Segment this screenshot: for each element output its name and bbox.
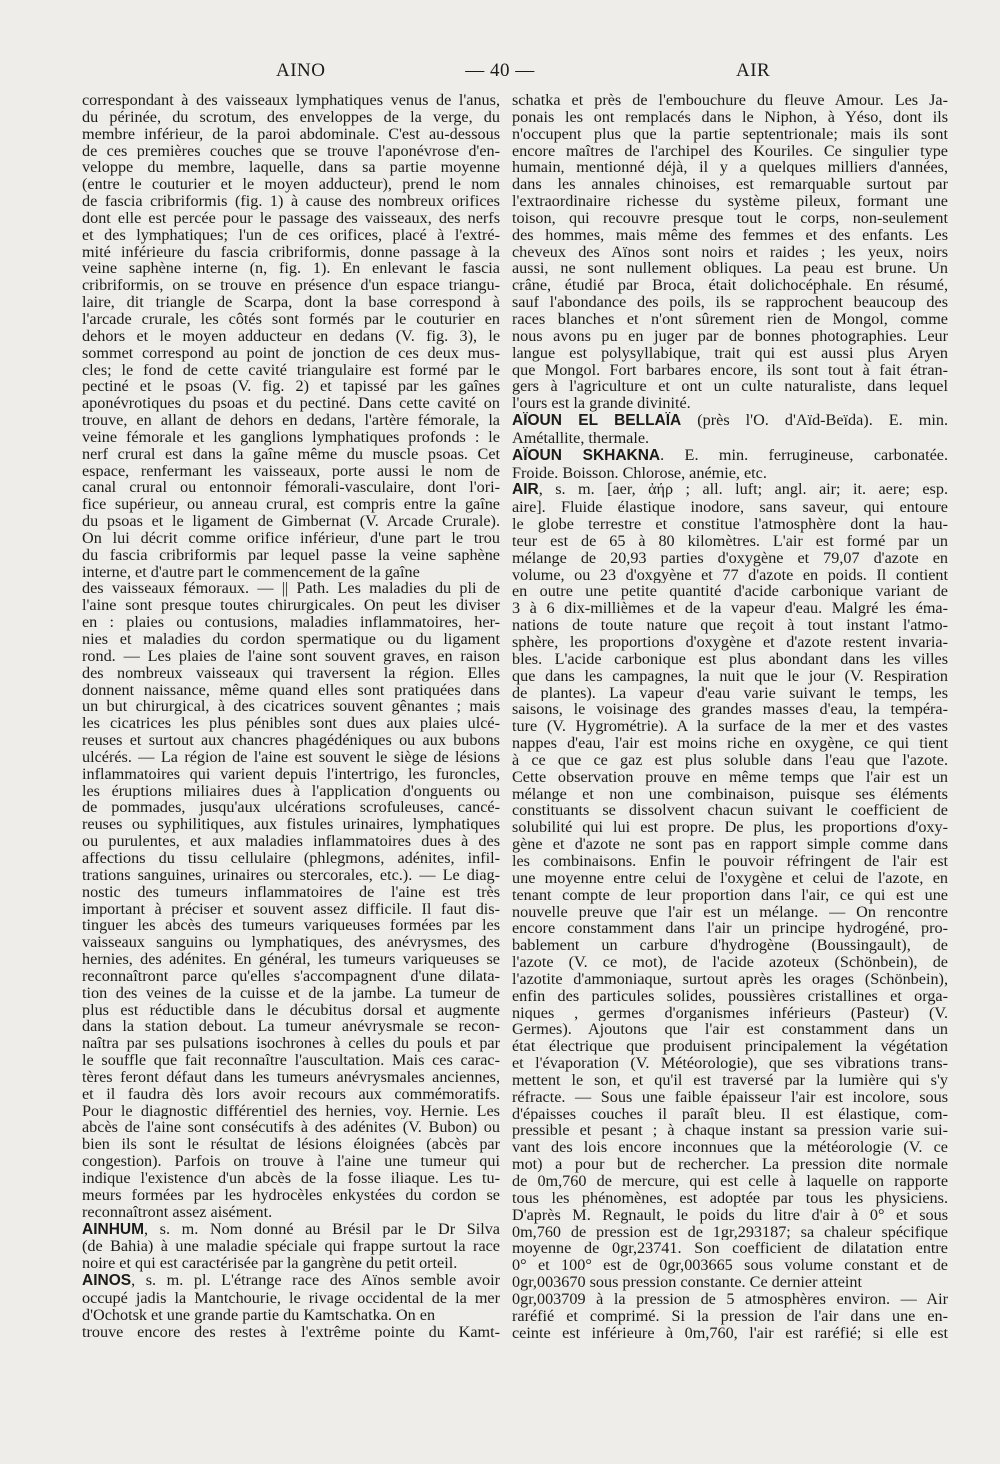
text-line: AÏOUN SKHAKNA. E. min. ferrugineuse, carbonatée. <box>512 446 948 464</box>
text-line: Amétallite, thermale. <box>512 429 650 447</box>
text-line: 3 à 6 dix-millièmes et de la vapeur d'eau. Malgré les éma- <box>512 600 948 618</box>
entry-headword: AINOS <box>82 1272 132 1290</box>
text-line: de 0m,760 de mercure, qui est celle à laquelle on rapporte <box>512 1173 948 1190</box>
text-line: laire, dit triangle de Scarpa, dont la base correspond à <box>82 294 500 311</box>
text-line: ture (V. Hygrométrie). A la surface de la mer et des vastes <box>512 718 948 736</box>
text-line: les combinaisons. Enfin le pouvoir réfringent de l'air est <box>512 852 948 870</box>
text-line: tion des veines de la cuisse et de la jambe. La tumeur de <box>82 984 500 1002</box>
text-line: inflammatoires qui varient depuis l'intertrigo, les furoncles, <box>82 765 500 783</box>
text-line: cles; le fond de cette cavité triangulaire est formé par le <box>82 361 500 379</box>
text-line: aussi, ne sont nullement obliques. La peau est brune. Un <box>512 260 948 278</box>
text-line: cribriformis, on se trouve en présence d'un espace triangu- <box>82 277 500 295</box>
text-line: et l'évaporation (V. Météorologie), que ses vibrations trans- <box>512 1055 948 1072</box>
text-line: ponais les ont remplacés dans le Niphon, à Yéso, dont ils <box>512 108 948 126</box>
text-line: le globe terrestre et constitue l'atmosphère dont la hau- <box>512 516 948 533</box>
text-line: du fascia cribriformis par lequel passe la veine saphène <box>82 546 500 564</box>
text-line: nies et maladies du cordon spermatique ou du ligament <box>82 631 500 648</box>
text-line: On lui décrit comme orifice inférieur, d'une part le trou <box>82 529 500 547</box>
text-line: n'occupent plus que la partie septentrionale; mais ils sont <box>512 125 948 143</box>
text-line: un but chirurgical, à des cicatrices souvent gênantes ; mais <box>82 698 500 716</box>
text-line: du périnée, du scrotum, des enveloppes de la verge, du <box>82 108 500 126</box>
text-line: moyenne de 0gr,23741. Son coefficient de dilatation entre <box>512 1240 948 1258</box>
text-line: trations sanguines, urinaires ou stercorales, etc.). — Le diag- <box>82 866 500 884</box>
text-line: donnent naissance, même quand elles sont pratiquées dans <box>82 681 500 699</box>
text-line: canal crural ou entonnoir fémorali-vasculaire, dont l'ori- <box>82 479 500 497</box>
text-line: tous les phénomènes, est adoptée par tous les physiciens. <box>512 1189 948 1207</box>
entry-headword: AÏOUN EL BELLAÏA <box>512 412 682 430</box>
text-line: sphère, les proportions d'oxygène et d'azote restent invaria- <box>512 634 948 651</box>
text-line: à ce que ce gaz est plus soluble dans l'eau que l'azote. <box>512 751 948 769</box>
text-line: sauf l'abondance des poils, ils se rapprochent beaucoup des <box>512 294 948 311</box>
text-line: schatka et près de l'embouchure du fleuve Amour. Les Ja- <box>512 92 948 109</box>
text-line: 0gr,003670 sous pression constante. Ce dernier atteint <box>512 1274 863 1291</box>
text-line: de pommades, jusqu'aux ulcérations scrofuleuses, cancé- <box>82 799 500 817</box>
text-line: correspondant à des vaisseaux lymphatiques venus de l'anus, <box>82 92 500 109</box>
text-line: du psoas et le ligament de Gimbernat (V. Arcade Crurale). <box>82 513 500 530</box>
text-line: Germes). Ajoutons que l'air est constamment dans un <box>512 1021 948 1039</box>
running-head-right: AIR <box>736 60 771 81</box>
text-line: ou purulentes, et aux maladies inflammatoires dues à des <box>82 833 500 850</box>
entry-headword: AIR <box>512 481 539 499</box>
text-line: vaisseaux sanguins ou lymphatiques, des anévrysmes, des <box>82 934 500 952</box>
text-line: gers à l'agriculture et ont un culte naturaliste, dans lequel <box>512 378 948 396</box>
text-line: important à préciser et souvent assez difficile. Il faut dis- <box>82 900 500 918</box>
text-line: reuses ou syphilitiques, aux fistules urinaires, lymphatiques <box>82 816 500 834</box>
text-line: races blanches et n'ont sûrement rien de Mongol, comme <box>512 310 948 328</box>
text-line: ulcérés. — La région de l'aine est souvent le siège de lésions <box>82 748 500 766</box>
text-line: solubilité qui lui est propre. De plus, les proportions d'oxy- <box>512 819 948 837</box>
text-line: occupé jadis la Mantchourie, le rivage occidental de la mer <box>82 1289 500 1307</box>
text-line: de plantes). La vapeur d'eau varie suivant le temps, les <box>512 684 948 702</box>
text-line: Pour le diagnostic différentiel des hernies, voy. Hernie. Les <box>82 1102 500 1120</box>
text-line: des vaisseaux fémoraux. — || Path. Les maladies du pli de <box>82 580 500 598</box>
text-line: des nombreux vaisseaux qui traversent la région. Elles <box>82 664 500 682</box>
text-line: l'azotite d'ammoniaque, surtout après les orages (Schönbein), <box>512 970 948 988</box>
text-line: naîtra par ses pulsations isochrones à celles du pouls et par <box>82 1035 500 1053</box>
text-line: D'après M. Regnault, le poids du litre d'air à 0° et sous <box>512 1206 948 1224</box>
text-line: nappes d'eau, l'air est moins riche en oxygène, ce qui tient <box>512 735 948 752</box>
text-line: abcès de l'aine sont consécutifs à des adénites (V. Bubon) ou <box>82 1119 500 1137</box>
text-line: reuses et surtout aux chancres phagédéniques ou aux bubons <box>82 732 500 749</box>
text-line: ceinte est inférieure à 0m,760, l'air est raréfié; si elle est <box>512 1324 948 1342</box>
text-line: veloppe du membre, laquelle, dans sa partie moyenne <box>82 159 500 177</box>
text-line: aire]. Fluide élastique inodore, sans saveur, qui entoure <box>512 499 948 517</box>
text-line: saisons, le voisinage des grandes masses d'eau, la tempéra- <box>512 701 948 719</box>
running-head-left: AINO <box>276 60 326 81</box>
text-line: (entre le couturier et le moyen adducteur), prend le nom <box>82 176 500 194</box>
text-line: d'Ochotsk et une grande partie du Kamtschatka. On en <box>82 1306 436 1324</box>
text-line: indique l'existence d'un abcès de la fosse iliaque. Les tu- <box>82 1170 500 1187</box>
text-line: que dans les campagnes, la nuit que le jour (V. Respiration <box>512 667 948 685</box>
text-line: (de Bahia) à une maladie spéciale qui frappe surtout la race <box>82 1238 500 1256</box>
text-line: 0gr,003709 à la pression de 5 atmosphères environ. — Air <box>512 1290 948 1308</box>
text-line: toison, qui recouvre presque tout le corps, non-seulement <box>512 209 948 227</box>
text-line: bien ils sont le résultat de lésions éloignées (abcès par <box>82 1136 500 1154</box>
text-line: nostic des tumeurs inflammatoires de l'aine est très <box>82 883 500 901</box>
text-line: mot) a pour but de rechercher. La pression dite normale <box>512 1156 948 1173</box>
text-line: mélange et non une combinaison, puisque ses éléments <box>512 785 948 803</box>
text-line: l'azote (V. ce mot), de l'acide azoteux (Schönbein), de <box>512 954 948 971</box>
text-line: espace, renfermant les vaisseaux, porte aussi le nom de <box>82 462 500 480</box>
text-line: mité inférieure du fascia cribriformis, donne passage à la <box>82 243 500 261</box>
text-line: dans la station debout. La tumeur anévrysmale se recon- <box>82 1018 500 1036</box>
right-column <box>512 92 948 1341</box>
text-line: plus est réductible dans le décubitus dorsal et augmente <box>82 1001 500 1019</box>
text-line: l'aine sont presque toutes chirurgicales. On peut les diviser <box>82 597 500 615</box>
text-line: 0m,760 de pression est de 1gr,293187; sa chaleur spécifique <box>512 1223 948 1241</box>
text-line: interne, et d'autre part le commencement de la gaîne <box>82 563 420 581</box>
text-line: les éruptions miliaires dues à l'application d'onguents ou <box>82 782 500 800</box>
text-line: langue est polysyllabique, trait qui est aussi plus Aryen <box>512 344 948 362</box>
text-line: de ces premières couches que se trouve l'aponévrose d'en- <box>82 142 500 160</box>
text-line: teur est de 65 à 80 kilomètres. L'air est formé par un <box>512 532 948 550</box>
text-line: état électrique que produisent principalement la végétation <box>512 1038 948 1056</box>
text-line: noire et qui est caractérisée par la gangrène du petit orteil. <box>82 1255 458 1273</box>
text-line: tenant compte de leur proportion dans l'air, ce qui est une <box>512 886 948 904</box>
text-line: aponévrotiques du psoas et du pectiné. Dans cette cavité on <box>82 395 500 413</box>
text-line: réfracte. — Sous une faible épaisseur l'air est incolore, sous <box>512 1088 948 1106</box>
text-line: en outre une petite quantité d'acide carbonique variant de <box>512 583 948 601</box>
text-line: enfin des particules solides, poussières cristallines et orga- <box>512 987 948 1005</box>
text-line: affections du tissu cellulaire (phlegmons, adénites, infil- <box>82 849 500 867</box>
text-line: AINHUM, s. m. Nom donné au Brésil par le Dr Silva <box>82 1220 500 1238</box>
text-line: Cette observation prouve en même temps que l'air est un <box>512 768 948 786</box>
text-line: dehors et le moyen adducteur en dedans (V. fig. 3), le <box>82 327 500 345</box>
text-line: niques , germes d'organismes inférieurs (Pasteur) (V. <box>512 1004 948 1022</box>
text-line: trouve, en allant de dehors en dedans, l'artère fémorale, la <box>82 412 500 429</box>
text-line: crâne, étudié par Broca, était dolichocéphale. En résumé, <box>512 277 948 295</box>
text-line: pressible et pesant ; à chaque instant sa pression varie sui- <box>512 1122 948 1140</box>
text-line: tinguer les abcès des tumeurs variqueuses formées par les <box>82 917 500 935</box>
text-line: membre inférieur, de la paroi abdominale. C'est au-dessous <box>82 125 500 143</box>
text-line: mélange de 20,93 parties d'oxygène et 79,07 d'azote en <box>512 549 948 567</box>
entry-headword: AINHUM <box>82 1220 144 1238</box>
entry-headword: AÏOUN SKHAKNA <box>512 446 661 464</box>
text-line: l'arcade crurale, les côtés sont formés par le couturier en <box>82 310 500 328</box>
text-line: AINOS, s. m. pl. L'étrange race des Aïnos semble avoir <box>82 1272 500 1290</box>
text-line: nous avons pu en juger par de bonnes photographies. Leur <box>512 327 948 345</box>
text-line: dans les annales chinoises, est remarquable surtout par <box>512 176 948 194</box>
text-line: reconnaîtront assez aisément. <box>82 1203 273 1221</box>
text-line: nations de toute nature que reçoit à tout instant l'atmo- <box>512 617 948 634</box>
text-line: 0° et 100° est de 0gr,003665 sous volume constant et de <box>512 1257 948 1275</box>
text-line: dont elle est percée pour le passage des vaisseaux, des nerfs <box>82 209 500 227</box>
text-line: AIR, s. m. [aer, ἀήρ ; all. luft; angl. air; it. aere; esp. <box>512 481 948 499</box>
text-line: nerf crural est dans la gaîne même du muscle psoas. Cet <box>82 445 500 463</box>
page-number: — 40 — <box>465 60 535 81</box>
text-line: nouvelle preuve que l'air est un mélange. — On rencontre <box>512 903 948 921</box>
text-line: veine fémorale et les ganglions lymphatiques profonds : le <box>82 428 500 446</box>
text-line: fice supérieur, ou anneau crural, est compris entre la gaîne <box>82 496 500 514</box>
text-line: bles. L'acide carbonique est plus abondant dans les villes <box>512 650 948 668</box>
text-line: humain, mentionné déjà, il y a quelques milliers d'années, <box>512 159 948 177</box>
text-line: reconnaîtront parce qu'elles s'accompagnent d'une dilata- <box>82 967 500 985</box>
text-line: une moyenne entre celui de l'oxygène et celui de l'azote, en <box>512 869 948 887</box>
text-line: d'épaisses couches il paraît bleu. Il est élastique, com- <box>512 1105 948 1123</box>
text-line: bablement un carbure d'hydrogène (Boussingault), de <box>512 937 948 955</box>
text-line: tères feront défaut dans les tumeurs anévrysmales anciennes, <box>82 1068 500 1086</box>
text-line: le souffle que fait reconnaître l'auscultation. Mais ces carac- <box>82 1052 500 1069</box>
text-line: vant des lois encore inconnues que la météorologie (V. ce <box>512 1139 948 1157</box>
text-line: des hommes, mais même des femmes et des enfants. Les <box>512 226 948 244</box>
text-line: les cicatrices les plus pénibles sont dues aux plaies ulcé- <box>82 715 500 733</box>
text-line: AÏOUN EL BELLAÏA (près l'O. d'Aïd-Beïda). E. min. <box>512 412 948 430</box>
text-line: sommet correspond au point de jonction de ces deux mus- <box>82 344 500 362</box>
text-line: en : plaies ou contusions, maladies inflammatoires, her- <box>82 614 500 631</box>
text-line: constituants se dissolvent chacun suivant le coefficient de <box>512 802 948 820</box>
text-line: encore constamment dans l'air un principe hydrogéné, pro- <box>512 920 948 938</box>
text-line: trouve encore des restes à l'extrême pointe du Kamt- <box>82 1323 500 1341</box>
text-line: encore maîtres de l'archipel des Kouriles. Ce singulier type <box>512 142 948 160</box>
text-line: veine saphène interne (n, fig. 1). En enlevant le fascia <box>82 260 500 278</box>
text-line: gène et d'azote ne sont pas en rapport simple comme dans <box>512 836 948 853</box>
text-line: que Mongol. Fort barbares encore, ils sont tout à fait étran- <box>512 361 948 379</box>
left-column <box>82 92 500 1340</box>
text-line: cheveux des Aïnos sont noirs et raides ; les yeux, noirs <box>512 243 948 261</box>
text-line: de fascia cribriformis (fig. 1) à cause des nombreux orifices <box>82 193 500 210</box>
text-line: l'ours est la grande divinité. <box>512 395 691 413</box>
text-line: et des lymphatiques; l'un de ces orifices, placé à l'extré- <box>82 226 500 244</box>
text-line: l'extraordinaire richesse du système pileux, formant une <box>512 193 948 210</box>
text-line: rond. — Les plaies de l'aine sont souvent graves, en raison <box>82 647 500 665</box>
text-line: meurs formées par les hydrocèles enkystées du cordon se <box>82 1186 500 1204</box>
text-line: congestion). Parfois on trouve à l'aine une tumeur qui <box>82 1153 500 1170</box>
text-line: et il faudra dès lors avoir recours aux commémoratifs. <box>82 1085 500 1103</box>
text-line: volume, ou 23 d'oxgyène et 77 d'azote en poids. Il contient <box>512 566 948 584</box>
text-line: mettent le son, et qu'il est traversé par la lumière qui s'y <box>512 1071 948 1089</box>
text-line: Froide. Boisson. Chlorose, anémie, etc. <box>512 464 767 482</box>
text-line: hernies, des adénites. En général, les tumeurs variqueuses se <box>82 951 500 968</box>
text-line: raréfié et comprimé. Si la pression de l'air dans une en- <box>512 1307 948 1325</box>
text-line: pectiné et le psoas (V. fig. 2) et tapissé par les gaînes <box>82 378 500 396</box>
